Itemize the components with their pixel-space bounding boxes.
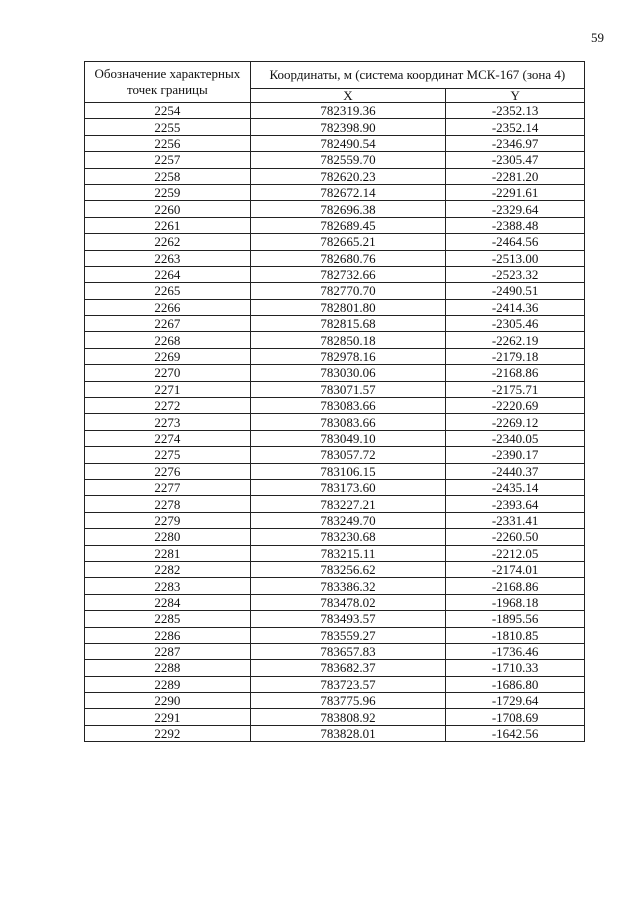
- point-id-cell: 2281: [85, 545, 251, 561]
- point-id-cell: 2257: [85, 152, 251, 168]
- x-coordinate-cell: 782620.23: [250, 168, 446, 184]
- y-coordinate-cell: -1710.33: [446, 660, 585, 676]
- point-id-cell: 2284: [85, 594, 251, 610]
- x-coordinate-cell: 783227.21: [250, 496, 446, 512]
- x-coordinate-cell: 783559.27: [250, 627, 446, 643]
- x-coordinate-cell: 783249.70: [250, 512, 446, 528]
- y-coordinate-cell: -2262.19: [446, 332, 585, 348]
- point-id-cell: 2275: [85, 447, 251, 463]
- table-row: [85, 545, 585, 561]
- table-header: [85, 62, 585, 103]
- table-row: [85, 578, 585, 594]
- x-coordinate-cell: 782672.14: [250, 184, 446, 200]
- x-coordinate-cell: 783775.96: [250, 693, 446, 709]
- y-coordinate-cell: -2305.46: [446, 316, 585, 332]
- x-coordinate-cell: 783808.92: [250, 709, 446, 725]
- page-number: 59: [591, 30, 604, 45]
- y-coordinate-cell: -2490.51: [446, 283, 585, 299]
- y-coordinate-cell: -2291.61: [446, 184, 585, 200]
- point-id-cell: 2254: [85, 103, 251, 119]
- table-row: [85, 479, 585, 495]
- table-row: [85, 184, 585, 200]
- table-row: [85, 660, 585, 676]
- table-row: [85, 611, 585, 627]
- table-row: [85, 561, 585, 577]
- y-coordinate-cell: -2281.20: [446, 168, 585, 184]
- x-coordinate-cell: 782850.18: [250, 332, 446, 348]
- x-coordinate-cell: 783106.15: [250, 463, 446, 479]
- y-coordinate-cell: -2331.41: [446, 512, 585, 528]
- x-coordinate-cell: 782815.68: [250, 316, 446, 332]
- table-row: [85, 168, 585, 184]
- point-id-cell: 2272: [85, 398, 251, 414]
- y-coordinate-cell: -1895.56: [446, 611, 585, 627]
- table-row: [85, 430, 585, 446]
- table-row: [85, 299, 585, 315]
- y-coordinate-cell: -2168.86: [446, 365, 585, 381]
- point-id-cell: 2276: [85, 463, 251, 479]
- point-id-cell: 2259: [85, 184, 251, 200]
- table-body: [85, 103, 585, 742]
- y-coordinate-cell: -2212.05: [446, 545, 585, 561]
- y-coordinate-cell: -1686.80: [446, 676, 585, 692]
- table-row: [85, 152, 585, 168]
- table-row: [85, 643, 585, 659]
- x-coordinate-cell: 783083.66: [250, 398, 446, 414]
- y-coordinate-cell: -2340.05: [446, 430, 585, 446]
- x-coordinate-cell: 782398.90: [250, 119, 446, 135]
- y-coordinate-cell: -2523.32: [446, 266, 585, 282]
- x-coordinate-cell: 783657.83: [250, 643, 446, 659]
- header-x: X: [250, 89, 446, 103]
- x-coordinate-cell: 783049.10: [250, 430, 446, 446]
- table-row: [85, 332, 585, 348]
- header-point-designation: Обозначение характерных точек границы: [85, 62, 251, 103]
- header-coordinates: Координаты, м (система координат МСК-167 (зона 4): [250, 62, 584, 89]
- x-coordinate-cell: 783057.72: [250, 447, 446, 463]
- point-id-cell: 2288: [85, 660, 251, 676]
- x-coordinate-cell: 783682.37: [250, 660, 446, 676]
- table-row: [85, 463, 585, 479]
- table-row: [85, 398, 585, 414]
- y-coordinate-cell: -2388.48: [446, 217, 585, 233]
- y-coordinate-cell: -2329.64: [446, 201, 585, 217]
- y-coordinate-cell: -2220.69: [446, 398, 585, 414]
- point-id-cell: 2286: [85, 627, 251, 643]
- x-coordinate-cell: 783828.01: [250, 725, 446, 741]
- table-row: [85, 693, 585, 709]
- point-id-cell: 2274: [85, 430, 251, 446]
- table-row: [85, 496, 585, 512]
- x-coordinate-cell: 783215.11: [250, 545, 446, 561]
- x-coordinate-cell: 783256.62: [250, 561, 446, 577]
- table-row: [85, 676, 585, 692]
- table-row: [85, 414, 585, 430]
- x-coordinate-cell: 783478.02: [250, 594, 446, 610]
- coordinates-table: [84, 61, 585, 742]
- x-coordinate-cell: 782696.38: [250, 201, 446, 217]
- point-id-cell: 2285: [85, 611, 251, 627]
- point-id-cell: 2264: [85, 266, 251, 282]
- point-id-cell: 2280: [85, 529, 251, 545]
- point-id-cell: 2261: [85, 217, 251, 233]
- point-id-cell: 2278: [85, 496, 251, 512]
- point-id-cell: 2279: [85, 512, 251, 528]
- y-coordinate-cell: -2352.13: [446, 103, 585, 119]
- y-coordinate-cell: -1968.18: [446, 594, 585, 610]
- y-coordinate-cell: -2393.64: [446, 496, 585, 512]
- table-row: [85, 234, 585, 250]
- point-id-cell: 2290: [85, 693, 251, 709]
- y-coordinate-cell: -1708.69: [446, 709, 585, 725]
- y-coordinate-cell: -1736.46: [446, 643, 585, 659]
- y-coordinate-cell: -1642.56: [446, 725, 585, 741]
- x-coordinate-cell: 782732.66: [250, 266, 446, 282]
- x-coordinate-cell: 782801.80: [250, 299, 446, 315]
- x-coordinate-cell: 782978.16: [250, 348, 446, 364]
- point-id-cell: 2283: [85, 578, 251, 594]
- point-id-cell: 2282: [85, 561, 251, 577]
- y-coordinate-cell: -2175.71: [446, 381, 585, 397]
- x-coordinate-cell: 783230.68: [250, 529, 446, 545]
- table-row: [85, 103, 585, 119]
- point-id-cell: 2266: [85, 299, 251, 315]
- x-coordinate-cell: 782689.45: [250, 217, 446, 233]
- x-coordinate-cell: 783723.57: [250, 676, 446, 692]
- point-id-cell: 2256: [85, 135, 251, 151]
- point-id-cell: 2263: [85, 250, 251, 266]
- y-coordinate-cell: -2174.01: [446, 561, 585, 577]
- x-coordinate-cell: 782770.70: [250, 283, 446, 299]
- y-coordinate-cell: -2179.18: [446, 348, 585, 364]
- y-coordinate-cell: -1810.85: [446, 627, 585, 643]
- x-coordinate-cell: 782680.76: [250, 250, 446, 266]
- table-row: [85, 381, 585, 397]
- y-coordinate-cell: -2464.56: [446, 234, 585, 250]
- point-id-cell: 2292: [85, 725, 251, 741]
- table-row: [85, 266, 585, 282]
- x-coordinate-cell: 783071.57: [250, 381, 446, 397]
- x-coordinate-cell: 783173.60: [250, 479, 446, 495]
- point-id-cell: 2258: [85, 168, 251, 184]
- table-row: [85, 447, 585, 463]
- point-id-cell: 2270: [85, 365, 251, 381]
- table-row: [85, 594, 585, 610]
- table-row: [85, 348, 585, 364]
- x-coordinate-cell: 782319.36: [250, 103, 446, 119]
- point-id-cell: 2255: [85, 119, 251, 135]
- point-id-cell: 2268: [85, 332, 251, 348]
- point-id-cell: 2265: [85, 283, 251, 299]
- point-id-cell: 2287: [85, 643, 251, 659]
- y-coordinate-cell: -2346.97: [446, 135, 585, 151]
- x-coordinate-cell: 783083.66: [250, 414, 446, 430]
- point-id-cell: 2273: [85, 414, 251, 430]
- x-coordinate-cell: 782559.70: [250, 152, 446, 168]
- y-coordinate-cell: -2352.14: [446, 119, 585, 135]
- y-coordinate-cell: -1729.64: [446, 693, 585, 709]
- x-coordinate-cell: 783386.32: [250, 578, 446, 594]
- table-row: [85, 529, 585, 545]
- table-row: [85, 201, 585, 217]
- y-coordinate-cell: -2305.47: [446, 152, 585, 168]
- table-row: [85, 627, 585, 643]
- table-row: [85, 119, 585, 135]
- point-id-cell: 2291: [85, 709, 251, 725]
- y-coordinate-cell: -2269.12: [446, 414, 585, 430]
- y-coordinate-cell: -2513.00: [446, 250, 585, 266]
- point-id-cell: 2260: [85, 201, 251, 217]
- point-id-cell: 2289: [85, 676, 251, 692]
- table-row: [85, 250, 585, 266]
- y-coordinate-cell: -2168.86: [446, 578, 585, 594]
- y-coordinate-cell: -2414.36: [446, 299, 585, 315]
- table-row: [85, 725, 585, 741]
- table-row: [85, 709, 585, 725]
- y-coordinate-cell: -2435.14: [446, 479, 585, 495]
- header-row-main: [85, 62, 585, 89]
- x-coordinate-cell: 783493.57: [250, 611, 446, 627]
- y-coordinate-cell: -2260.50: [446, 529, 585, 545]
- y-coordinate-cell: -2440.37: [446, 463, 585, 479]
- point-id-cell: 2271: [85, 381, 251, 397]
- y-coordinate-cell: -2390.17: [446, 447, 585, 463]
- header-y: Y: [446, 89, 585, 103]
- table-row: [85, 135, 585, 151]
- point-id-cell: 2267: [85, 316, 251, 332]
- table-row: [85, 512, 585, 528]
- point-id-cell: 2262: [85, 234, 251, 250]
- table-row: [85, 283, 585, 299]
- table-row: [85, 365, 585, 381]
- table-row: [85, 217, 585, 233]
- point-id-cell: 2269: [85, 348, 251, 364]
- point-id-cell: 2277: [85, 479, 251, 495]
- x-coordinate-cell: 783030.06: [250, 365, 446, 381]
- table-row: [85, 316, 585, 332]
- x-coordinate-cell: 782665.21: [250, 234, 446, 250]
- x-coordinate-cell: 782490.54: [250, 135, 446, 151]
